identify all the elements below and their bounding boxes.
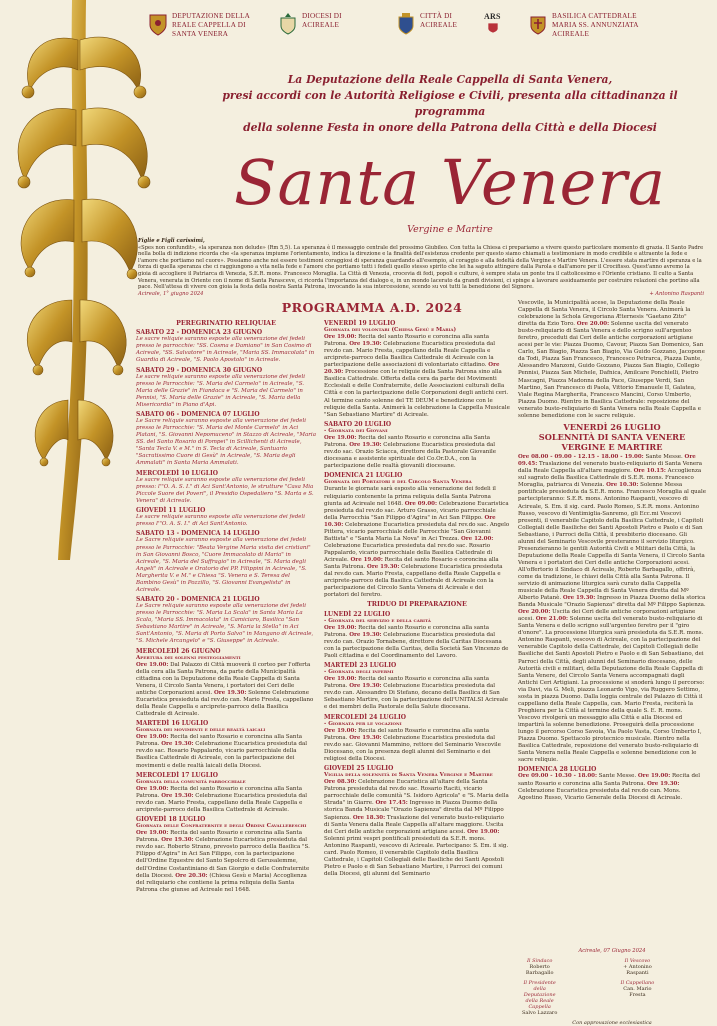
section-subheading: Apertura dei solenni festeggiamenti	[136, 654, 241, 661]
signature-bishop	[616, 958, 706, 976]
section-subheading: - Giornata per le vocazioni	[324, 720, 402, 727]
time-label: Ore 19.00:	[136, 785, 169, 792]
letter-signature: + Antonino Raspanti	[649, 290, 704, 297]
section-heading: MERCOLEDÌ 26 GIUGNO	[136, 647, 221, 655]
time-label: Ore 19.00:	[324, 676, 357, 683]
program-section	[518, 422, 706, 452]
program-section	[324, 662, 510, 711]
time-label: Ore 19.30:	[161, 741, 194, 748]
intro-line: della solenne Festa in onore della Patrona della Città e della Diocesi	[243, 121, 657, 134]
section-heading: SABATO 22 - DOMENICA 23 GIUGNO	[136, 329, 263, 337]
time-label: Ore 09.00:	[404, 500, 438, 507]
signature-row	[518, 980, 706, 1016]
signature-mayor	[518, 958, 608, 976]
time-label: Ore 09.45:	[518, 454, 696, 468]
signature-row	[518, 958, 706, 976]
time-label: Ore 19.00:	[324, 334, 357, 341]
bishop-crest-icon	[278, 12, 298, 36]
section-heading: MARTEDÌ 16 LUGLIO	[136, 720, 209, 728]
time-label: Ore 10.15:	[633, 468, 666, 475]
solemnity-heading: VERGINE E MARTIRE	[561, 441, 663, 452]
section-text: Ore 19.00: Recita del santo Rosario e coroncina alla santa Patrona. Ore 19.30: Celebrazione Eucaristica presieduta dal rev.do can. Alessandro Di Stefano, decano della Basilica di San Sebastiano Martire, con la partecipazione dell'UNITALSI Acireale e dei membri della Pastorale della Salute diocesana.	[324, 676, 508, 711]
program-section	[136, 507, 316, 528]
section-heading: SABATO 20 - DOMENICA 21 LUGLIO	[136, 596, 260, 604]
section-heading: TRIDUO DI PREPARAZIONE	[367, 601, 467, 609]
section-heading: MERCOLEDÌ 24 LUGLIO	[324, 713, 407, 721]
section-subheading: Giornata dei movimenti e delle realtà laicali	[136, 727, 266, 734]
org-line: REALE CAPPELLA DI	[172, 21, 246, 29]
section-text: Le sacre reliquie saranno esposte alla venerazione dei fedeli presso le parrocchie: "SS. Cosma e Damiano" in San Cosimo di Acireale, "SS. Salvatore" in Acireale, "Maria SS. Immacolata" in Guardia di Acireale, "S. Paolo Apostolo" in Acireale.	[136, 336, 315, 364]
time-label: Ore 20.00:	[518, 609, 551, 616]
section-text: Le sacre reliquie saranno esposte alla venerazione dei fedeli presso le Parrocchie: "S. Maria del Carmelo" in Acireale, "S. Maria delle Grazie" in Fiandaca e "S. Maria del Carmelo" in Pennisi, "S. Maria delle Grazie" in Acireale, "S. Maria della Misericordia" in Piano d'Api.	[136, 373, 306, 408]
program-section	[518, 300, 706, 420]
signature-role: Il Presidente della Deputazione della Reale Cappella	[523, 980, 556, 1010]
org-deputazione	[148, 12, 250, 39]
program-section	[136, 530, 316, 593]
crest-icon	[148, 12, 168, 36]
letter-place-date: Acireale, 1° giugno 2024	[138, 290, 204, 297]
time-label: Ore 19.30:	[161, 792, 194, 799]
section-heading: GIOVEDÌ 11 LUGLIO	[136, 507, 206, 515]
time-label: Ore 19.30:	[161, 837, 194, 844]
section-text: Vescovile, la Municipalità acese, la Deputazione della Reale Cappella di Santa Venera, il Circolo Santa Venera. Animerà la celebrazione la Schola Gregoriana Æternesis "Gaetano Zito" diretta da Ezio Toro. Ore 20.00: Solenne uscita del venerato busto-reliquiario di Santa Venera e dello scrigno sull'argenteo feretro, preceduti dai Ceri delle antiche corporazioni artigiane acesi per le vie: Piazza Duomo, Cavour, Piazza San Domenico, San Carlo, San Biagio, Piazza San Biagio, Via Guido Gozzano, Jacopone da Todi, Piazza San Francesco, Francesco Petrarca, Piazza Dante, Alessandro Manzoni, Guido Gozzano, Piazza San Biagio, Collegio Pennisi, Piazza San Michele, Dafnica, Amilcare Ponchielli, Pietro Mascagni, Piazza Madonna della Pace, Giuseppe Verdi, San Martino, San Francesco di Paola, Vittorio Emanuele II, Galatea, Viale Regina Margherita, Francesco Mancini, Corso Umberto, Piazza Duomo. Rientro in Basilica Cattedrale: reposizione del venerato busto-reliquiario di Santa Venera nella Reale Cappella e solenne benedizione con le sacre reliquie.	[518, 300, 705, 419]
section-heading: MERCOLEDÌ 17 LUGLIO	[136, 771, 219, 779]
section-text: Le sacre reliquie saranno esposte alla venerazione dei fedeli presso: l'"O. A. S. I." di Aci Sant'Antonio, le strutture "Casa Mia Piccole Suore dei Poveri", il Presidio Ospedaliero "S. Marta e S. Venera" di Acireale.	[136, 476, 314, 504]
org-ars	[484, 12, 501, 21]
section-subheading: Vigilia della solennità di Santa Venera Vergine e Martire	[324, 772, 493, 779]
section-text: Ore 08.00 - 09.00 - 12.15 - 18.00 - 19.00: Sante Messe. Ore 09.45: Traslazione del venerato busto-reliquiario di Santa Venera dalla Reale Cappella all'altare maggiore. Ore 10.15: Accoglienza sul sagrato della Basilica Cattedrale di S.E.R. mons. Francesco Moraglia, patriarca di Venezia. Ore 10.30: Solenne Messa pontificale presieduta da S.E.R. mons. Francesco Moraglia al quale partecipteranno: S.E.R. mons. Antonino Raspanti, vescovo di Acireale, S. Em. il sig. card. Paolo Romeo, S.E.R. mons. Antonino Russo, vescovo di Ventimiglia-Sanremo, gli Ecc.mi Vescovi presenti, il venerabile Capitolo della Basilica Cattedrale, i Capitoli Collegiali delle Basiliche dei Santi Apostoli Pietro e Paolo e di San Sebastiano, i Parroci della Città, il presbiterio diocesano. Gli alunni del Seminario Vescovile presteranno il servizio liturgico. Presenzieranno le gentili Autorità Civili e Militari della Città, la Deputazione della Reale Cappella di Santa Venera, il Circolo Santa Venera e i portatori dei Ceri delle antiche Corporazioni acesi. All'offertorio il Sindaco di Acireale, Roberto Barbagallo, offrirà, come da tradizione, le chiavi della Città alla Santa Patrona. Il servizio di animazione liturgica sarà curato dalla Cappella musicale della Reale Cappella di Santa Venera diretta dal Mº Alberto Patanè. Ore 19.30: Ingresso in Piazza Duomo della storica Banda Musicale "Orazio Sapienza" diretta dal Mº Filippo Sapienza. Ore 20.00: Uscita dei Ceri delle antiche corporazioni artigiane acesi. Ore 21.00: Solenne uscita del venerato busto-reliquiario di Santa Venera e dello scrigno sull'argenteo feretro per il "giro d'onore". La processione liturgica sarà presieduta da S.E.R. mons. Antonino Raspanti, vescovo di Acireale, con la partecipazione del venerabile Capitolo della Cattedrale, dei Capitoli Collegiali delle Basiliche dei Santi Apostoli Pietro e Paolo e di San Sebastiano, dei Parroci della Città, degli alunni del Seminario diocesano, delle Autorità civili e militari, della Deputazione della Reale Cappella di Santa Venere, del Circolo Santa Venera accompagnati dagli Antichi Ceri Artigiani. La processione si snoderà lungo il percorso: via Davi, via G. Meli, piazza Leonardo Vigo, via Ruggero Settimo, sosta in piazza Duomo. Dalla loggia centrale del Palazzo di Città il cappellano della Reale Cappella, can. Mario Fresta, reciterà la Preghiera per la Città al termine della quale S. E. R. mons. Vescovo rivolgerà un messaggio alla Città e alla Diocesi ed impartirà la solenne benedizione. Proseguirà della processione lungo il percorso Corso Savoia, Via Paolo Vasta, Corso Umberto I, Piazza Duomo. Spettacolo pirotecnico musicale. Rientro nella Basilica Cattedrale, reposizione del venerato busto-reliquiario di Santa Venera nella Reale Cappella e solenne benedizione con le sacre reliquie.	[518, 454, 706, 764]
intro-text	[190, 72, 710, 136]
cathedral-crest-icon	[528, 12, 548, 36]
program-title: PROGRAMMA A.D. 2024	[281, 300, 463, 315]
time-label: Ore 21.00:	[535, 616, 569, 623]
program-section	[324, 601, 510, 608]
header-logos	[148, 12, 711, 62]
section-heading: SABATO 20 LUGLIO	[324, 420, 392, 428]
time-label: Ore 19.30:	[562, 595, 596, 602]
letter-body: «Spes non confundit», «la speranza non delude» (Rm 5,5). La speranza è il messaggio centrale del prossimo Giubileo. Con tutta la Chiesa ci prepariamo a vivere questo particolare momento di grazia. Il Santo Padre nella bolla di indizione ricorda che «la speranza impiume l'orientamento, indica la direzione e la finalità dell'esistenza credente per questo siamo chiamati a testimoniare in modo credibile e attraente la fede e l'amore che portiamo nel cuore». Possiamo anche noi essere testimoni coraggiosi di speranza guardando all'esempio, al coraggio e alla fedeltà della Vergine e Martire Venera. L'essere stata martire di speranza e la forza di quella speranza che ci raggiungono a vita nella fede e l'amore che portiamo tutti i fedeli quello stesso spirito che lei ha saputo attingere dalla Parola e dall'amore per il Crocifisso. Quest'anno avremo la gioia di accogliere il Patriarca di Venezia, S.E.R. mons. Francesco Moraglia. La Città di Venezia, crocevia di fedi, popoli e culture, è sempre stata un ponte tra il cattolicesimo e l'Oriente cristiano. Il culto a Santa Venera, venerata in Oriente con il nome di Santa Parasceve, ci ricorda l'importanza del dialogo e, in un mondo lacerato da grandi divisioni, ci spinge a lavorare assiduamente per costruire relazioni che portino alla pace. Nell'attesa di vivere con gioia la festa della nostra Santa Patrona, invocando la sua intercessione, scendo su voi tutti la benedizione del Signore.	[138, 244, 704, 291]
section-text: Le Sacre reliquie saranno esposte alla venerazione dei fedeli presso le Parrocchie: "S. Maria La Scala" in Santa Maria La Scala, "Maria SS. Immacolata" in Camiciaro, Basilica "San Sebastiano Martire" in Acireale, "S. Maria la Stella" in Aci Sant'Antonio, "S. Maria di Porto Salvo" in Mangano di Acireale, "S. Michele Arcangelo" e "S. Giuseppe" in Acireale.	[136, 603, 314, 645]
time-label: Ore 19.30:	[349, 631, 382, 638]
time-label: Ore 19.00:	[467, 828, 500, 835]
section-heading: MARTEDÌ 23 LUGLIO	[324, 662, 397, 670]
org-diocesi	[278, 12, 342, 36]
signature-role: Il Sindaco	[526, 958, 553, 964]
org-citta	[396, 12, 457, 36]
org-line: MARIA SS. ANNUNZIATA	[552, 21, 639, 29]
program-section	[136, 772, 316, 814]
signature-role: Il Vescovo	[624, 958, 651, 964]
section-text: Ore 08.30: Celebrazione Eucaristica all'altare della Santa Patrona presieduta dal rev.do sac. Rosario Raciti, vicario parrocchiale delle comunità "S. Isidoro Agricola" e "S. Maria della Strada" in Giarre. Ore 17.45: Ingresso in Piazza Duomo della storica Banda Musicale "Orazio Sapienza" diretta dal Mº Filippo Sapienza. Ore 18.30: Traslazione del venerato busto-reliquiario di Santa Venera dalla Reale Cappella all'altare maggiore. Uscita dei Ceri delle antiche corporazioni artigiane acesi. Ore 19.00: Solenni primi vespri pontificali presieduti da S.E.R. mons. Antonino Raspanti, vescovo di Acireale. Partecipano: S. Em. il sig. card. Paolo Romeo, il venerabile Capitolo della Basilica Cattedrale, i Capitoli Collegiali delle Basiliche dei Santi Apostoli Pietro e Paolo e di San Sebastiano Martire, i Parroci dei comuni della Diocesi, gli alunni del Seminario	[324, 779, 509, 877]
time-label: Ore 19.30:	[367, 563, 400, 570]
section-heading: SABATO 06 - DOMENICA 07 LUGLIO	[136, 411, 260, 419]
bishop-letter	[138, 238, 704, 297]
letter-salute: Figlie e Figli carissimi,	[138, 238, 205, 244]
solemnity-heading: VENERDÌ 26 LUGLIO	[563, 421, 661, 432]
org-line: ACIREALE	[420, 21, 458, 29]
program-column-2	[324, 320, 510, 880]
program-section	[324, 421, 510, 470]
page-subtitle: Vergine e Martire	[407, 224, 493, 235]
section-text: Ore 19.00: Recita del santo Rosario e coroncina alla Santa Patrona. Ore 19.30: Celebrazione Eucaristica presieduta dal rev.do sac. Rosario Pappalardo, vicario parrocchiale della Basilica Cattedrale di Acireale, con la partecipazione dei movimenti e delle realtà laicali della Diocesi.	[136, 734, 308, 769]
time-label: Ore 20.30:	[324, 362, 500, 376]
program-section	[518, 766, 706, 801]
time-label: Ore 10.30:	[606, 482, 639, 489]
time-label: Ore 19.00:	[324, 624, 357, 631]
time-label: Ore 19.30:	[349, 441, 382, 448]
signature-chaplain	[616, 980, 706, 1016]
program-section	[324, 320, 510, 419]
time-label: Ore 08.00 - 09.00 - 12.15 - 18.00 - 19.00:	[518, 454, 644, 461]
program-section	[518, 454, 706, 764]
org-line: ACIREALE	[552, 30, 590, 38]
time-label: Ore 19.30:	[647, 780, 680, 787]
program-section	[324, 765, 510, 878]
org-line: DEPUTAZIONE DELLA	[172, 12, 251, 20]
section-subheading: - Giornata degli infermi	[324, 669, 394, 676]
section-subheading: Giornata dei Portatori e del Circolo Santa Venera	[324, 479, 472, 486]
section-heading: LUNEDÌ 22 LUGLIO	[324, 610, 391, 618]
time-label: Ore 19.00:	[324, 727, 357, 734]
section-heading: SABATO 29 - DOMENICA 30 GIUGNO	[136, 366, 263, 374]
program-column-1	[136, 320, 316, 896]
section-text: Ore 09.00 - 10.30 - 18.00: Sante Messe. Ore 19.00: Recita del santo Rosario e coroncina alla Santa Patrona. Ore 19.30: Celebrazione Eucaristica presieduta dal rev.do can. Mons. Agostino Russo, Vicario Generale della Diocesi di Acireale.	[518, 773, 700, 801]
section-text: Le Sacre reliquie saranno esposte alla venerazione dei fedeli presso le Parrocchie: "Beata Vergine Maria visita dei cristiani" in San Giovanni Bosco, "Cuore Immacolato di Maria" in Acireale, "S. Maria del Suffragio" in Acireale, "S. Maria degli Angeli" in Acireale e Oratorio dei PP. Filippini in Acireale, "S. Margherita V. e M." e Chiesa "S. Venera e S. Teresa del Bambino Gesù" in Pozzillo, "S. Giovanni Evangelista" in Acireale.	[136, 537, 311, 593]
program-section	[324, 472, 510, 599]
program-section	[136, 329, 316, 364]
time-label: Ore 19.30:	[214, 689, 247, 696]
signature-name: Salvo Lazzaro	[521, 1010, 558, 1016]
section-heading: VENERDÌ 19 LUGLIO	[324, 320, 396, 327]
time-label: Ore 19.00:	[324, 434, 357, 441]
time-label: Ore 19.30:	[349, 683, 382, 690]
section-text: Ore 19.00: Recita del santo Rosario e coroncina alla Santa Patrona. Ore 19.30: Celebrazione Eucaristica presieduta dal rev.do sac. Roberto Strano, prevosto parroco della Basilica "S. Filippo d'Agira" in Aci San Filippo, con la partecipazione dell'Ordine Equestre del Santo Sepolcro di Gerusalemme, dell'Ordine Costantiniano di San Giorgio e delle Confraternite della Diocesi. Ore 20.30: (Chiesa Gesù e Maria) Accoglienza del reliquiario che contiene la prima reliquia della Santa Patrona che giunse ad Acireale nel 1648.	[136, 830, 310, 893]
time-label: Ore 12.00:	[460, 535, 494, 542]
intro-line: presi accordi con le Autorità Religiose e Civili, presenta alla cittadinanza il programma	[222, 89, 678, 118]
letter-signature-row	[138, 291, 704, 298]
time-label: Ore 19.00:	[136, 734, 169, 741]
section-subheading: Giornata della comunità parrocchiale	[136, 778, 246, 785]
section-text: Ore 19.00: Recita del santo Rosario e coroncina alla santa Patrona. Ore 19.30: Celebrazione Eucaristica presieduta dal rev.do sac. Giovanni Mammino, rettore del Seminario Vescovile Diocesano, con la presenza degli alunni del Seminario e dei religiosi della Diocesi.	[324, 727, 501, 762]
section-subheading: - Giornata del servizio e della carità	[324, 617, 431, 624]
signature-president	[518, 980, 608, 1016]
section-heading: DOMENICA 28 LUGLIO	[518, 766, 597, 774]
footer-note: Con approvazione ecclesiastica	[572, 1020, 652, 1026]
program-section	[324, 611, 510, 660]
signature-role: Il Cappellano	[620, 980, 655, 986]
section-heading: GIOVEDÌ 25 LUGLIO	[324, 765, 394, 773]
program-section	[136, 816, 316, 894]
ars-crest-icon	[484, 22, 502, 38]
time-label: Ore 20.00:	[576, 321, 610, 328]
time-label: Ore 19.00:	[136, 661, 169, 668]
footer-signatures	[518, 948, 706, 1026]
time-label: Ore 20.30:	[175, 872, 208, 879]
program-section	[136, 470, 316, 505]
section-text: Ore 19.00: Recita del santo Rosario e coroncina alla santa Patrona. Ore 19.30: Celebrazione Eucaristica presieduta dal rev.do can. Orazio Tornabene, direttore della Caritas Diocesana con la partecipazione della Caritas, della Società San Vincenzo de Paoli cittadina e del Coordinamento del Lavoro.	[324, 624, 509, 659]
time-label: Ore 18.30:	[352, 814, 386, 821]
time-label: Ore 19.30:	[349, 341, 382, 348]
program-section	[136, 648, 316, 718]
program-section	[136, 411, 316, 467]
org-line: CITTÀ DI	[420, 12, 453, 20]
section-heading: GIOVEDÌ 18 LUGLIO	[136, 816, 206, 824]
section-heading: DOMENICA 21 LUGLIO	[324, 472, 403, 480]
section-heading: SABATO 13 - DOMENICA 14 LUGLIO	[136, 530, 260, 538]
solemnity-heading: SOLENNITÀ DI SANTA VENERE	[538, 431, 686, 442]
time-label: Ore 19.00:	[136, 830, 169, 837]
time-label: Ore 19.30:	[349, 734, 382, 741]
time-label: Ore 08.30:	[324, 779, 357, 786]
time-label: Ore 19.00:	[637, 773, 671, 780]
section-subheading: Giornata delle Confraternite e degli Ordini Cavallereschi	[136, 823, 307, 830]
time-label: Ore 09.00 - 10.30 - 18.00:	[518, 773, 598, 780]
org-line: DIOCESI DI	[302, 12, 342, 20]
section-heading: MERCOLEDÌ 10 LUGLIO	[136, 469, 219, 477]
program-section	[136, 596, 316, 645]
org-line: ACIREALE	[302, 21, 340, 29]
section-text: Ore 19.00: Recita del santo Rosario e coroncina alla Santa Patrona. Ore 19.30: Celebrazione Eucaristica presieduta dal rev.do can. Mario Fresta, cappellano della Reale Cappella e arciprete-parroco della Basilica Cattedrale di Acireale.	[136, 785, 308, 813]
section-text: Ore 19.00: Dal Palazzo di Città muoverà il corteo per l'offerta della cera alla Santa Patrona, da parte della Municipalità cittadina con la Deputazione della Reale Cappella di Santa Venera, il Circolo Santa Venera, i portatori dei Ceri delle antiche Corporazioni acesi. Ore 19.30: Solenne Celebrazione Eucaristica presieduta dal rev.do can. Mario Fresta, cappellano della Reale Cappella e arciprete-parroco della Basilica Cattedrale di Acireale.	[136, 661, 314, 717]
section-text: Le sacre reliquie saranno esposte alla venerazione dei fedeli presso l'"O. A. S. I." di Aci Sant'Antonio.	[136, 514, 306, 528]
section-text: Durante le giornate sarà esposto alla venerazione dei fedeli il reliquiario contenente la prima reliquia della Santa Patrona giunta ad Acireale nel 1648. Ore 09.00: Celebrazione Eucaristica presieduta dal rev.do sac. Arturo Grasso, vicario parrocchiale della Parrocchia "San Filippo d'Agira" in Aci San Filippo. Ore 10.30: Celebrazione Eucaristica presieduta dal rev.do sac. Angelo Pittera, vicario parrocchiale delle Parrocchie "San Giovanni Battista" e "Santa Maria La Nova" in Aci Trezza. Ore 12.00: Celebrazione Eucaristica presieduta dal rev.do sac. Rosario Pappalardo, vicario parrocchiale della Basilica Cattedrale di Acireale. Ore 19.00: Recita del santo Rosario e coroncina alla Santa Patrona. Ore 19.30: Celebrazione Eucaristica presieduta dal rev.do can. Mario Fresta, cappellano della Reale Cappella e arciprete-parroco della Basilica Cattedrale di Acireale con la partecipazione del Circolo Santa Venera di Acireale e dei portatori del feretro.	[324, 486, 510, 599]
program-section	[136, 367, 316, 409]
footer-place-date: Acireale, 07 Giugno 2024	[578, 948, 646, 954]
org-basilica	[528, 12, 639, 39]
time-label: Ore 17.45:	[375, 800, 408, 807]
section-text: Ore 19.00: Recita del santo Rosario e coroncina alla Santa Patrona. Ore 19.30: Celebrazione Eucaristica presieduta dal rev.do sac. Orazio Sciacca, direttore della Pastorale Giovanile diocesana e assistente spirituale del Co.Or.D.A., con la partecipazione delle realtà giovanili diocesane.	[324, 434, 497, 470]
section-heading: PEREGRINATIO RELIQUIAE	[176, 320, 276, 327]
program-section	[136, 320, 316, 327]
section-text: Ore 19.00: Recita del santo Rosario e coroncina alla santa Patrona. Ore 19.30: Celebrazione Eucaristica presieduta dal rev.do can. Mario Fresta, cappellano della Reale Cappella e arciprete-parroco della Basilica Cattedrale di Acireale con la partecipazione delle associazioni di volontariato cittadino. Ore 20.30: Processione con le reliquie della Santa Patrona sino alla Basilica Cattedrale. Offerta della cera da parte dei Movimenti Ecclesiali e delle Confraternite, delle Associazioni culturali della Città e con la partecipazione delle Corporazioni degli antichi ceri. Al termine canto solenne del TE DEUM e benedizione con le reliquie della Santa. Animerà la celebrazione la Cappella Musicale "San Sebastiano Martire" di Acireale.	[324, 334, 510, 418]
signature-name: Roberto Barbagallo	[525, 964, 554, 976]
org-line: BASILICA CATTEDRALE	[552, 12, 637, 20]
section-text: Le Sacre reliquie saranno esposte alla venerazione dei fedeli presso le Parrocchie: "S. Maria del Monte Carmelo" in Aci Platani, "S. Giovanni Nepomuceno" in Stazzo di Acireale, "Maria SS. del Santo Rosario di Pompei" in Scillichenti di Acireale, "Santa Tecla V. e M." in S. Tecla di Acireale, Santuario "Sacratissimo Cuore di Gesù" in Acireale, "S. Maria degli Ammalati" in Santa Maria Ammalati.	[136, 418, 316, 467]
time-label: Ore 10.30:	[324, 514, 496, 528]
program-section	[136, 720, 316, 769]
section-subheading: Giornata dei volontari (Chiesa Gesù e Maria)	[324, 327, 457, 334]
program-section	[324, 714, 510, 763]
org-line: SANTA VENERA	[172, 30, 229, 38]
signature-name: Can. Mario Fresta	[623, 986, 652, 998]
time-label: Ore 19.00:	[350, 556, 383, 563]
intro-line: La Deputazione della Reale Cappella di Santa Venera,	[287, 73, 613, 86]
page-title: Santa Venera	[234, 146, 666, 219]
program-column-3	[518, 300, 706, 804]
city-crest-icon	[396, 12, 416, 36]
org-line: ARS	[484, 12, 501, 21]
section-subheading: - Giornata dei Giovani	[324, 427, 388, 434]
signature-name: + Antonino Raspanti	[623, 964, 652, 976]
